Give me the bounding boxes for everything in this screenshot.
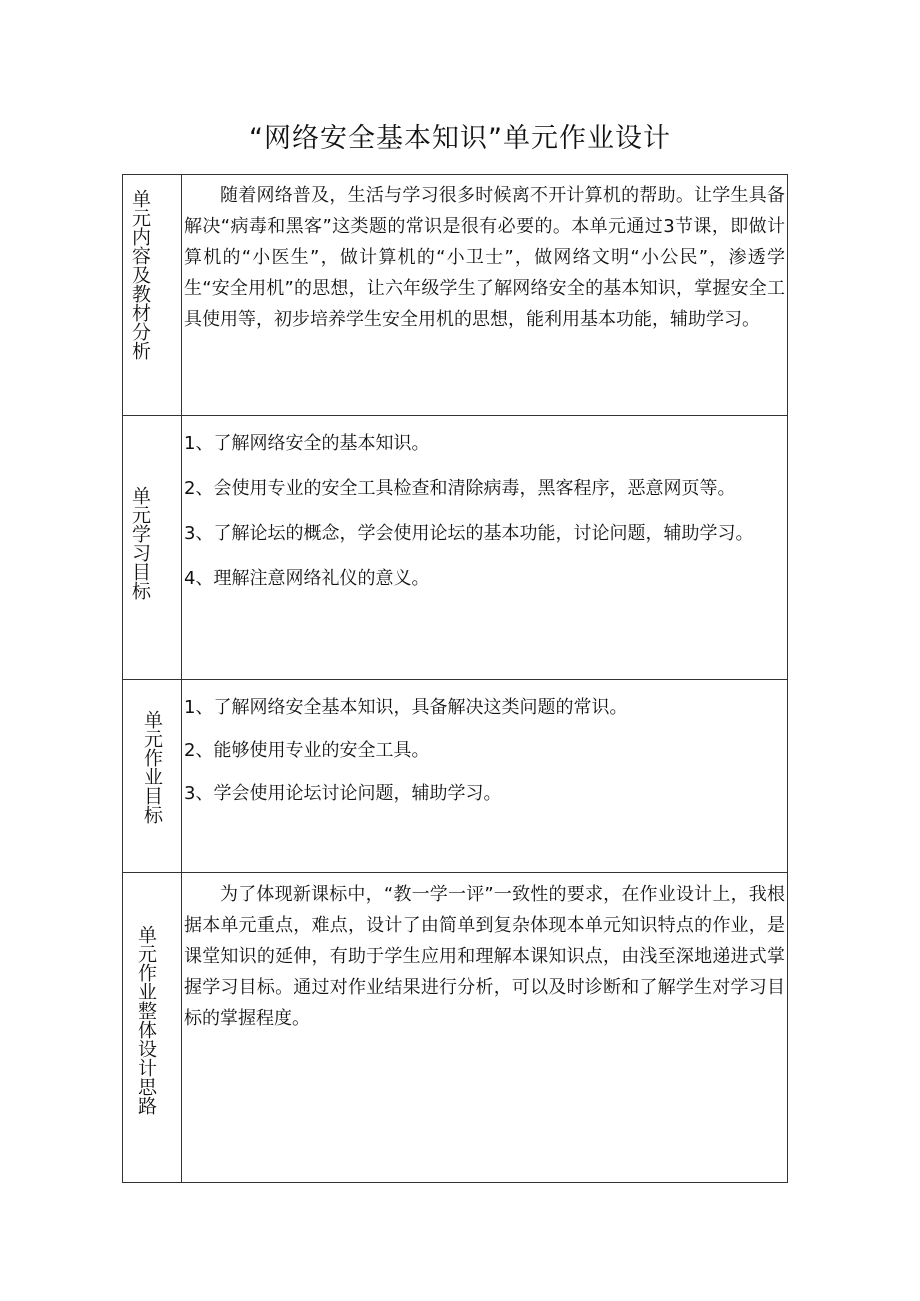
row-content-cell [182,680,788,873]
row-content-cell [182,873,788,1183]
table-row [123,873,788,1183]
homework-goals-list [182,680,787,809]
table-row [123,416,788,680]
list-item: 2、能够使用专业的安全工具。 [184,740,430,761]
document-title: “网络安全基本知识”单元作业设计 [249,123,671,154]
list-item: 4、理解注意网络礼仪的意义。 [184,568,430,589]
row-label-content-analysis: 单元内容及教材分析 [129,189,151,360]
row-label-cell [123,680,182,873]
row-label-design-approach: 单元作业整体设计思路 [135,925,157,1115]
list-item: 1、了解网络安全的基本知识。 [184,433,430,454]
list-item: 3、学会使用论坛讨论问题，辅助学习。 [184,783,502,804]
list-item: 1、了解网络安全基本知识，具备解决这类问题的常识。 [184,697,628,718]
list-item: 3、了解论坛的概念，学会使用论坛的基本功能，讨论问题，辅助学习。 [184,523,754,544]
table-row [123,175,788,416]
row-label-homework-goals: 单元作业目标 [141,710,163,824]
row-label-cell [123,873,182,1183]
unit-design-table [122,174,788,1183]
row-label-cell [123,416,182,680]
table-row [123,680,788,873]
row-content-cell [182,416,788,680]
design-approach-paragraph: 为了体现新课标中，“教一学一评”一致性的要求，在作业设计上，我根据本单元重点，难点，设计了由简单到复杂体现本单元知识特点的作业，是课堂知识的延伸，有助于学生应用和理解本课知识点，由浅至深地递进式掌握学习目标。通过对作业结果进行分析，可以及时诊断和了解学生对学习目标的掌握程度。 [184,884,785,1029]
content-analysis-paragraph: 随着网络普及，生活与学习很多时候离不开计算机的帮助。让学生具备解决“病毒和黑客”这类题的常识是很有必要的。本单元通过3节课，即做计算机的“小医生”，做计算机的“小卫士”，做网络文明“小公民”，渗透学生“安全用机”的思想，让六年级学生了解网络安全的基本知识，掌握安全工具使用等，初步培养学生安全用机的思想，能利用基本功能，辅助学习。 [184,185,785,330]
row-label-learning-goals: 单元学习目标 [129,486,151,600]
learning-goals-list [182,416,787,594]
list-item: 2、会使用专业的安全工具检查和清除病毒，黑客程序，恶意网页等。 [184,478,736,499]
row-label-cell [123,175,182,416]
row-content-cell [182,175,788,416]
